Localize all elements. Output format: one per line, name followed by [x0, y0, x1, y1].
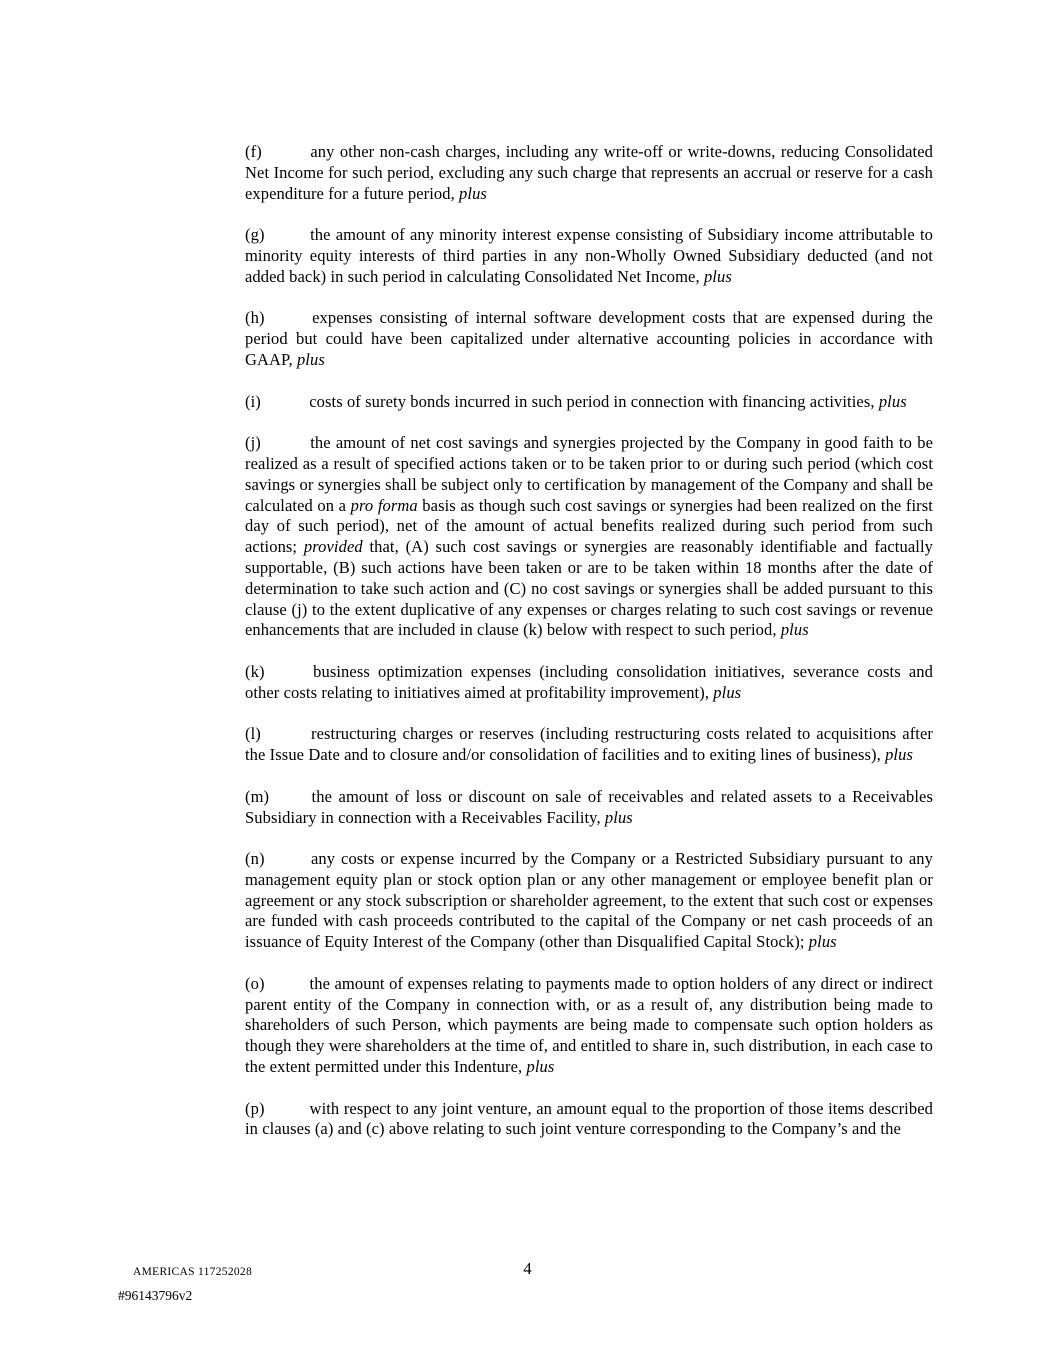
italic-run: plus: [459, 183, 487, 203]
clause-label: (m): [245, 786, 270, 806]
clause-paragraph: [245, 433, 933, 641]
clause-paragraph: [245, 724, 933, 766]
text-run: the amount of loss or discount on sale of receivables and related assets to a Receivables Subsidiary in connection with a Receivables Facility,: [245, 786, 933, 827]
italic-run: plus: [808, 932, 837, 952]
text-run: costs of surety bonds incurred in such period in connection with financing activities,: [309, 391, 879, 411]
clause-label: (k): [245, 661, 265, 681]
text-run: business optimization expenses (including consolidation initiatives, severance costs and other costs relating to initiatives aimed at profitability improvement),: [245, 661, 933, 702]
italic-run: plus: [885, 745, 913, 765]
text-run: basis as though such cost savings or synergies had been realized on the first day of such period), net of the amount of actual benefits realized during such period from such actions;: [245, 495, 933, 557]
text-run: any other non-cash charges, including any write-off or write-downs, reducing Consolidated Net Income for such period, excluding any such charge that represents an accrual or reserve for a cash expenditure for a future period,: [245, 142, 933, 203]
text-run: the amount of net cost savings and synergies projected by the Company in good faith to be realized as a result of specified actions taken or to be taken prior to or during such period (which cost savings or synergies shall be subject only to certification by management of the Company and shall be calculated on a: [245, 433, 933, 515]
clause-label: (l): [245, 724, 261, 744]
clause-label: (o): [245, 973, 265, 993]
clause-paragraph: [245, 849, 933, 953]
clause-paragraph: [245, 1099, 933, 1141]
footer-version-id: #96143796v2: [118, 1288, 193, 1303]
clause-label: (h): [245, 308, 265, 328]
italic-run: plus: [604, 807, 633, 827]
italic-run: plus: [526, 1057, 555, 1077]
italic-run: plus: [713, 682, 742, 702]
text-run: restructuring charges or reserves (including restructuring costs related to acquisitions after the Issue Date and to closure and/or consolidation of facilities and to exiting lines of business),: [245, 724, 933, 765]
clause-paragraph: [245, 662, 933, 704]
italic-run: pro forma: [350, 495, 418, 515]
clause-label: (p): [245, 1098, 265, 1118]
text-run: that, (A) such cost savings or synergies are reasonably identifiable and factually supportable, (B) such actions have been taken or are to be taken within 18 months after the date of determination to take such action and (C) no cost savings or synergies shall be added pursuant to this clause (j) to the extent duplicative of any expenses or charges relating to such cost savings or revenue enhancements that are included in clause (k) below with respect to such period,: [245, 537, 933, 640]
clause-label: (i): [245, 391, 261, 411]
italic-run: plus: [780, 620, 809, 640]
clause-paragraph: [245, 225, 933, 287]
clause-paragraph: [245, 308, 933, 370]
text-run: the amount of expenses relating to payments made to option holders of any direct or indirect parent entity of the Company in connection with, or as a result of, any distribution being made to shareholders of such Person, which payments are being made to compensate such option holders as though they were shareholders at the time of, and entitled to share in, such distribution, in each case to the extent permitted under this Indenture,: [245, 973, 933, 1077]
text-run: with respect to any joint venture, an amount equal to the proportion of those items described in clauses (a) and (c) above relating to such joint venture corresponding to the Company’s and the: [245, 1098, 933, 1139]
text-run: expenses consisting of internal software development costs that are expensed during the period but could have been capitalized under alternative accounting policies in accordance with GAAP,: [245, 308, 933, 369]
clause-label: (j): [245, 433, 261, 453]
clause-paragraph: [245, 142, 933, 204]
clause-paragraph: [245, 392, 933, 413]
clause-label: (n): [245, 849, 265, 869]
clause-paragraph: [245, 787, 933, 829]
italic-run: provided: [303, 537, 363, 557]
italic-run: plus: [296, 349, 325, 369]
document-body: [245, 142, 933, 1140]
clause-label: (f): [245, 142, 262, 161]
footer-doc-id: AMERICAS 117252028: [133, 1266, 253, 1278]
paragraph-list: [245, 142, 933, 1140]
italic-run: plus: [703, 266, 732, 286]
clause-paragraph: [245, 974, 933, 1078]
text-run: any costs or expense incurred by the Company or a Restricted Subsidiary pursuant to any management equity plan or stock option plan or any other management or employee benefit plan or agreement or any stock subscription or shareholder agreement, to the extent that such cost or expenses are funded with cash proceeds contributed to the capital of the Company or net cash proceeds of an issuance of Equity Interest of the Company (other than Disqualified Capital Stock);: [245, 849, 933, 952]
page-number: 4: [523, 1259, 532, 1278]
clause-label: (g): [245, 225, 265, 245]
italic-run: plus: [878, 391, 907, 411]
text-run: the amount of any minority interest expense consisting of Subsidiary income attributable to minority equity interests of third parties in any non-Wholly Owned Subsidiary deducted (and not added back) in such period in calculating Consolidated Net Income,: [245, 225, 933, 286]
